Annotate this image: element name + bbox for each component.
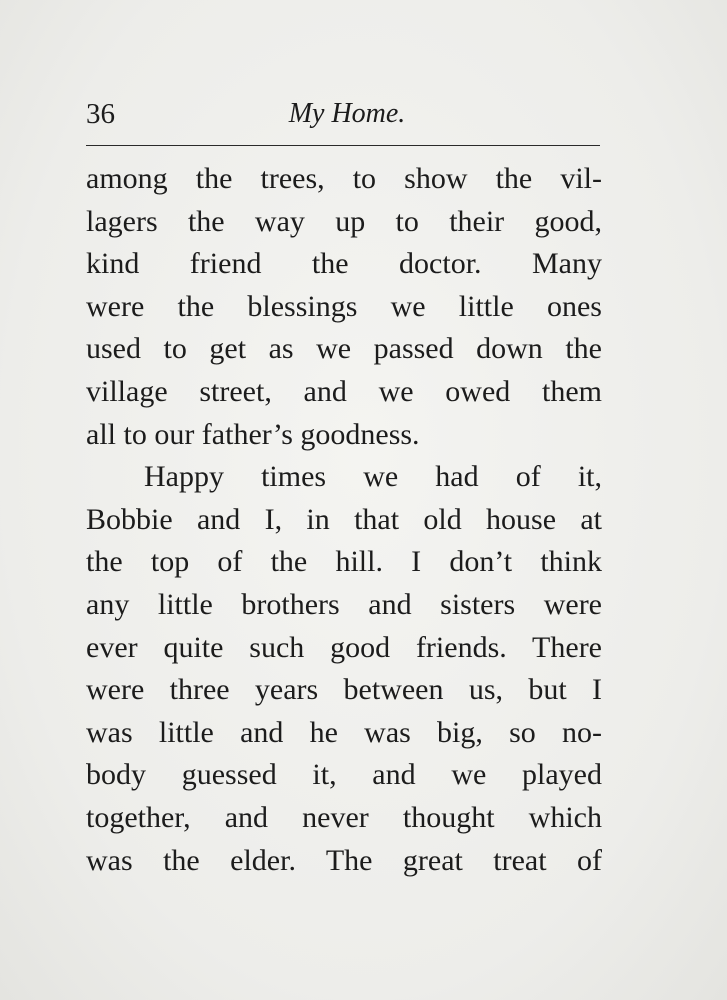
- running-title: My Home.: [288, 98, 406, 129]
- text-line: kind friend the doctor. Many: [86, 247, 602, 281]
- text-line: Bobbie and I, in that old house at: [86, 502, 602, 536]
- text-line: all to our father’s goodness.: [86, 417, 420, 451]
- text-line: used to get as we passed down the: [86, 332, 602, 366]
- text-line: were three years between us, but I: [86, 673, 602, 707]
- text-line: lagers the way up to their good,: [86, 204, 602, 238]
- text-line: together, and never thought which: [86, 800, 602, 834]
- text-line: any little brothers and sisters were: [86, 587, 602, 621]
- text-line: among the trees, to show the vil-: [86, 162, 602, 195]
- text-line: village street, and we owed them: [86, 374, 602, 408]
- page-header: [86, 92, 600, 136]
- text-line: Happy times we had of it,: [144, 460, 602, 494]
- text-line: were the blessings we little ones: [86, 289, 602, 323]
- text-line: was little and he was big, so no-: [86, 715, 602, 749]
- text-line: was the elder. The great treat of: [86, 843, 602, 877]
- text-line: the top of the hill. I don’t think: [86, 545, 602, 579]
- page-number: 36: [86, 98, 115, 130]
- text-line: body guessed it, and we played: [86, 758, 602, 792]
- header-rule: [86, 145, 600, 146]
- body-text: [86, 158, 602, 882]
- text-line: ever quite such good friends. There: [86, 630, 602, 664]
